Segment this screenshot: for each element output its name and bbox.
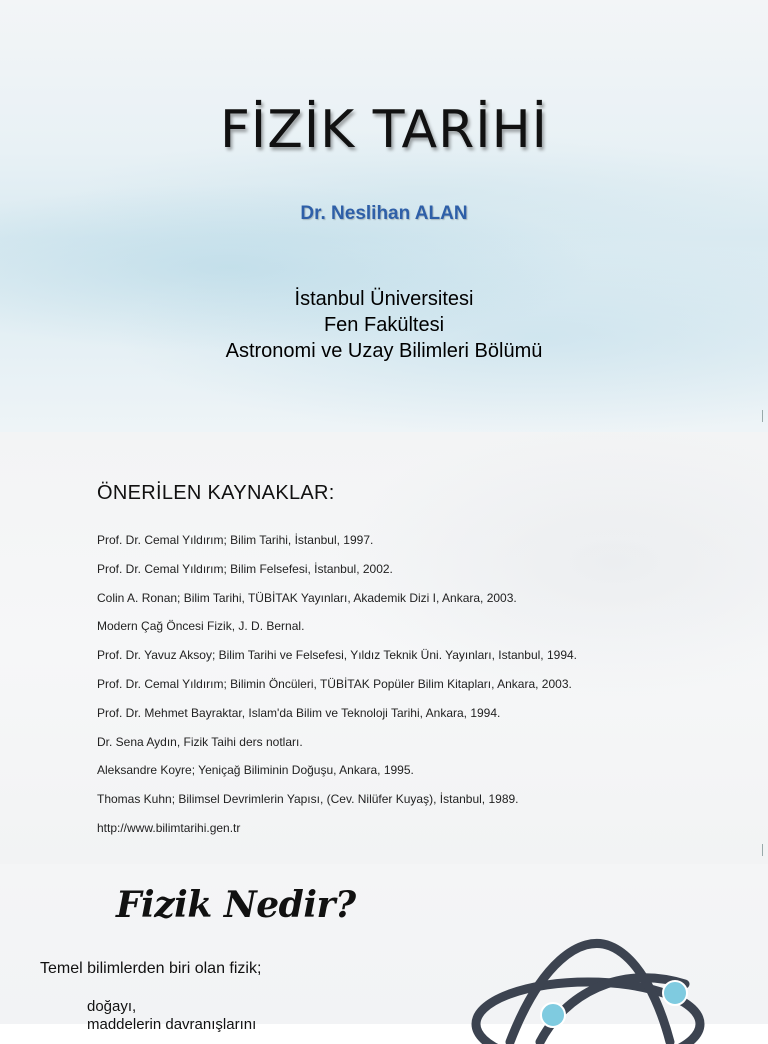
references-heading: ÖNERİLEN KAYNAKLAR:: [97, 482, 335, 504]
atom-electron: [663, 981, 687, 1005]
reference-item: Modern Çağ Öncesi Fizik, J. D. Bernal.: [97, 619, 305, 634]
title-slide: [0, 0, 768, 432]
reference-item: Prof. Dr. Mehmet Bayraktar, Islam'da Bilim ve Teknoloji Tarihi, Ankara, 1994.: [97, 705, 501, 720]
affiliation-faculty: Fen Fakültesi: [323, 314, 445, 336]
atom-icon: [470, 924, 730, 1044]
page-edge-mark: [762, 410, 763, 422]
list-item: doğayı,: [87, 998, 137, 1015]
intro-text: Temel bilimlerden biri olan fizik;: [40, 960, 262, 977]
atom-electron: [541, 1003, 565, 1027]
reference-item: Prof. Dr. Yavuz Aksoy; Bilim Tarihi ve Felsefesi, Yıldız Teknik Üni. Yayınları, Istanbul, 1994.: [97, 648, 577, 663]
reference-item: Prof. Dr. Cemal Yıldırım; Bilim Tarihi, İstanbul, 1997.: [97, 533, 374, 547]
reference-item: Thomas Kuhn; Bilimsel Devrimlerin Yapısı, (Cev. Nilüfer Kuyaş), İstanbul, 1989.: [97, 792, 519, 807]
references-list: [97, 532, 577, 849]
list-item: maddelerin davranışlarını: [87, 1016, 257, 1033]
reference-item: Dr. Sena Aydın, Fizik Taihi ders notları.: [97, 734, 303, 749]
section-title: Fizik Nedir?: [116, 884, 356, 926]
reference-item: Prof. Dr. Cemal Yıldırım; Bilimin Öncüleri, TÜBİTAK Popüler Bilim Kitapları, Ankara, 2003.: [97, 676, 572, 691]
page-edge-mark: [762, 844, 763, 856]
affiliation-university: İstanbul Üniversitesi: [294, 288, 474, 310]
reference-item: Aleksandre Koyre; Yeniçağ Biliminin Doğuşu, Ankara, 1995.: [97, 763, 414, 778]
fizik-nedir-slide: [0, 864, 768, 1033]
reference-link[interactable]: http://www.bilimtarihi.gen.tr: [97, 820, 241, 835]
reference-item: Prof. Dr. Cemal Yıldırım; Bilim Felsefesi, İstanbul, 2002.: [97, 561, 393, 576]
references-slide: [0, 432, 768, 864]
affiliation-department: Astronomi ve Uzay Bilimleri Bölümü: [225, 340, 543, 362]
slide-title: FİZİK TARİHİ: [219, 100, 549, 160]
reference-item: Colin A. Ronan; Bilim Tarihi, TÜBİTAK Yayınları, Akademik Dizi I, Ankara, 2003.: [97, 590, 517, 605]
affiliation-block: [0, 286, 768, 364]
author-name: Dr. Neslihan ALAN: [300, 203, 468, 224]
